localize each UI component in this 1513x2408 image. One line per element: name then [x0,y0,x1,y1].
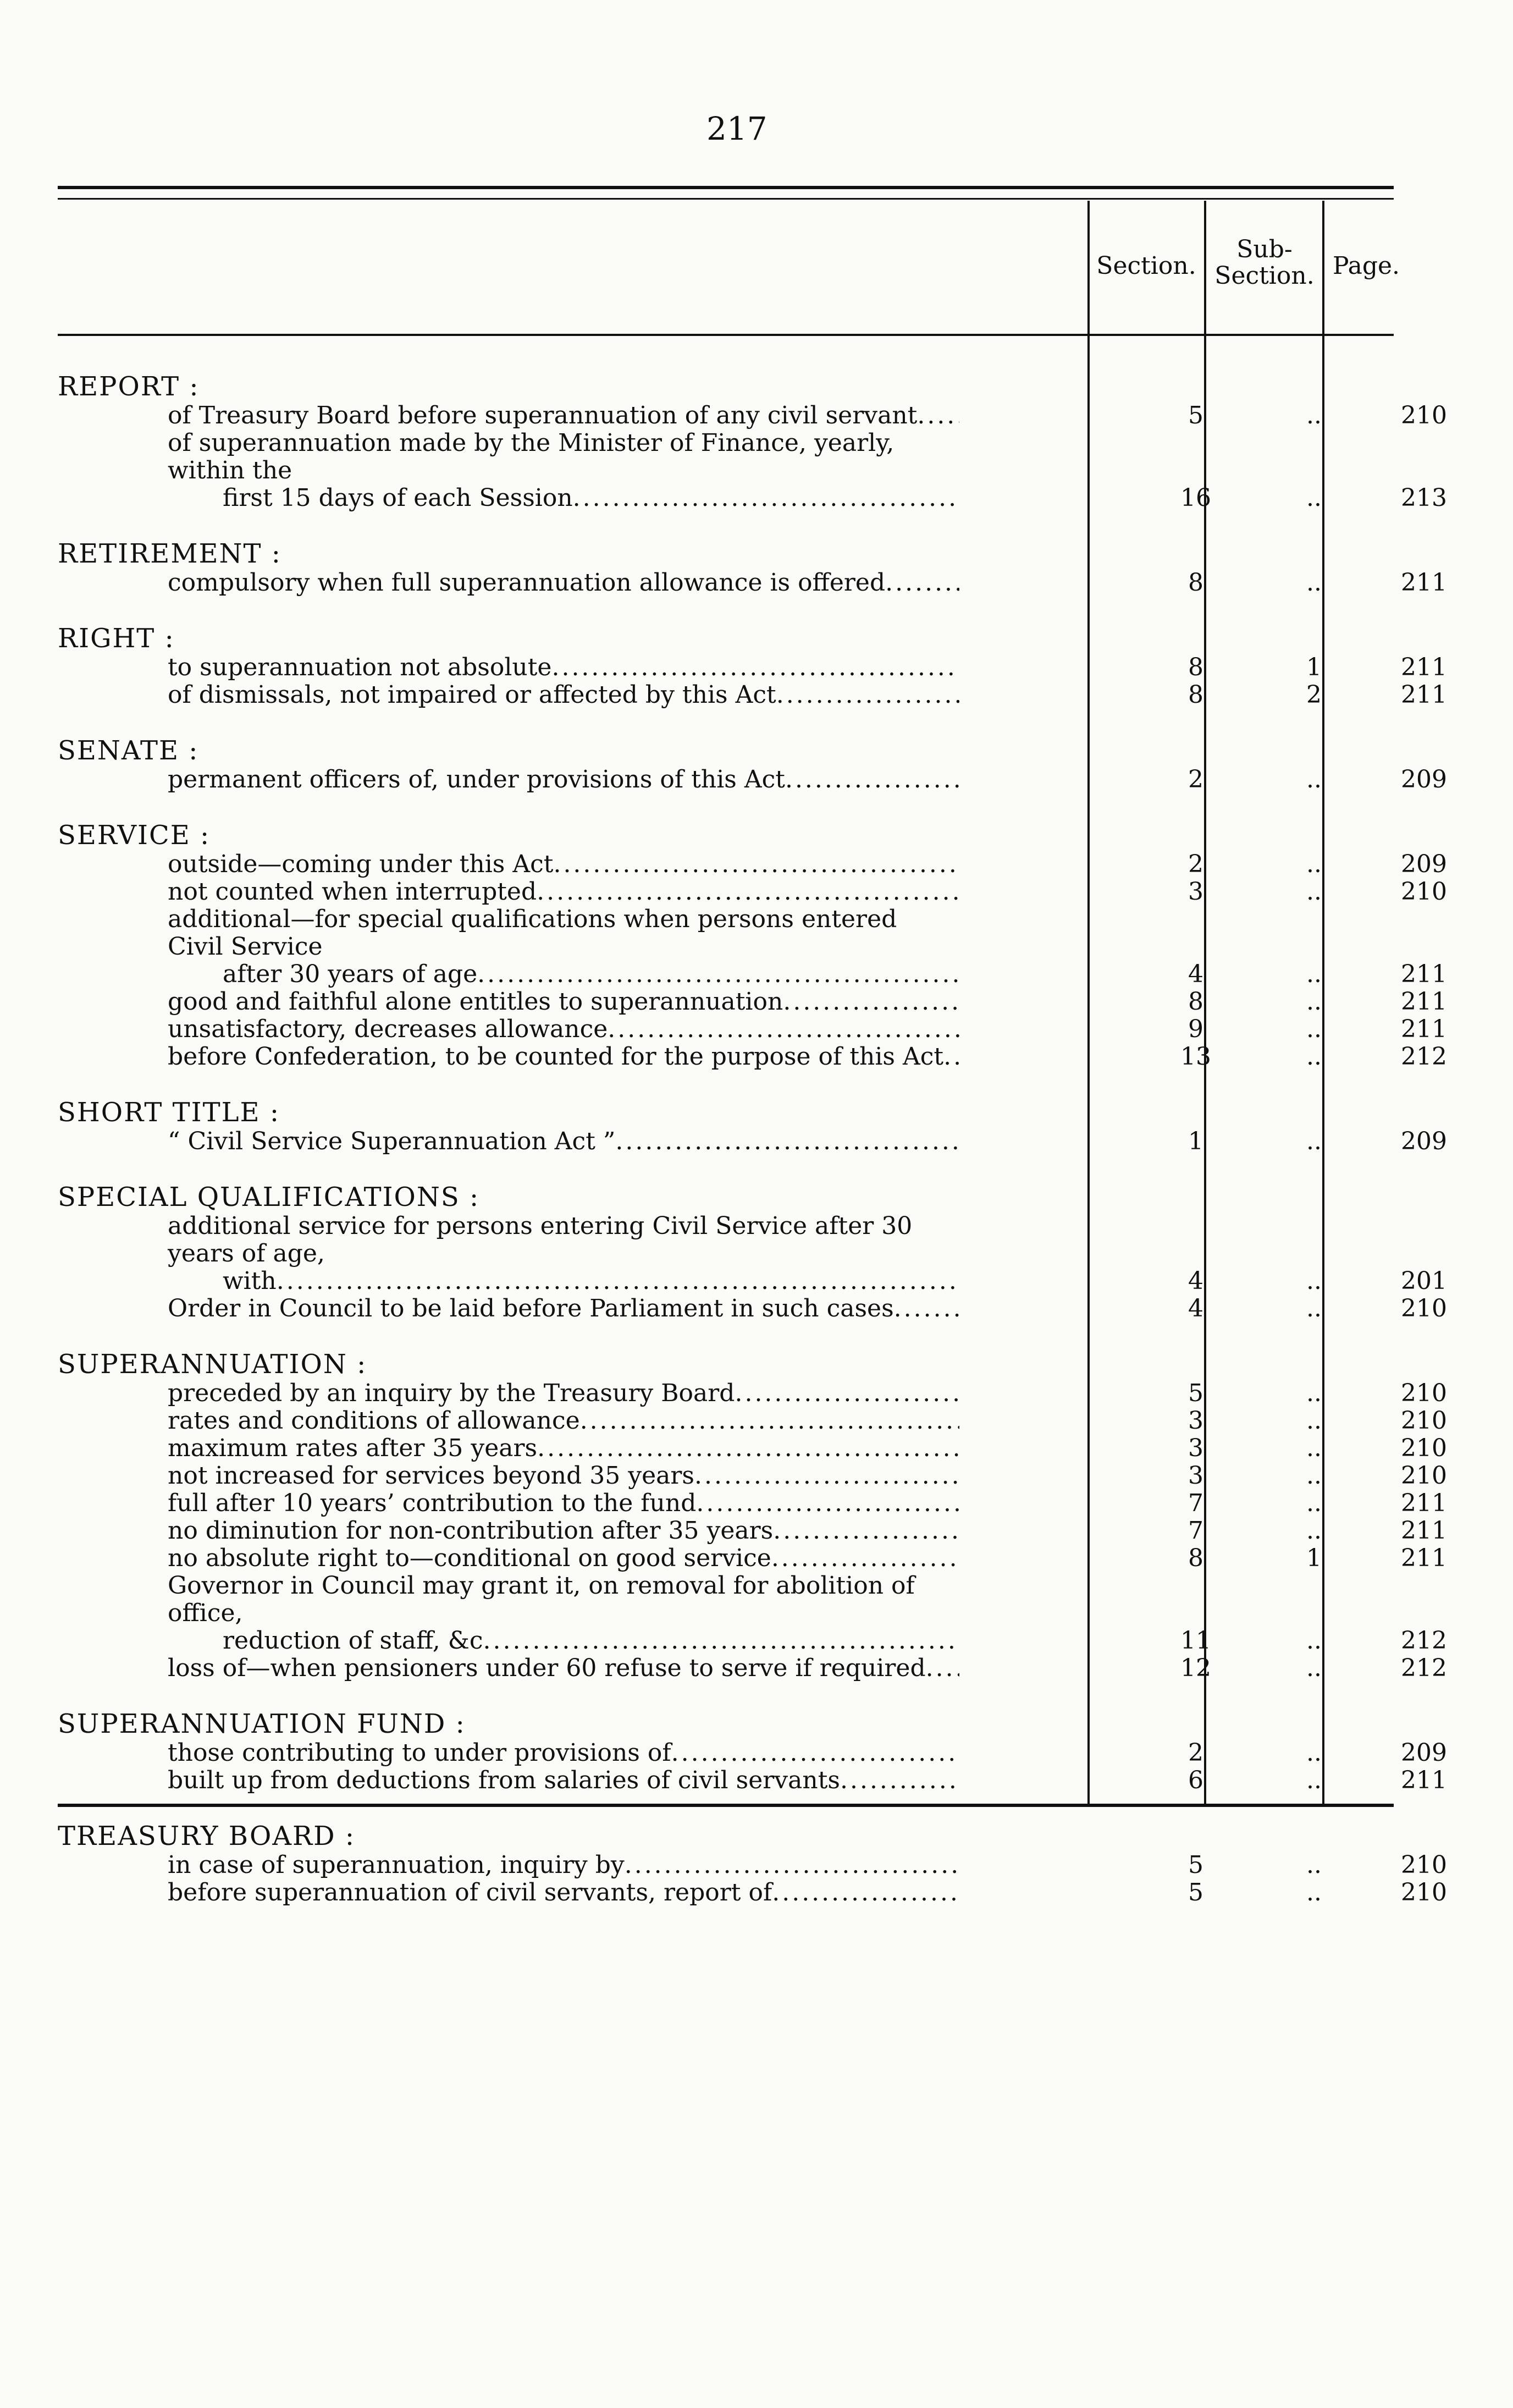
page-reference: 210 [1401,1851,1447,1879]
entry-text: of dismissals, not impaired or affected by this Act ..... [58,681,959,709]
index-group [58,1097,1447,1155]
entry-text: after 30 years of age ..... [58,961,959,988]
page-reference: 211 [1401,1489,1447,1517]
page-number: 217 [706,110,767,147]
entry-text: good and faithful alone entitles to superannuation ..... [58,988,959,1016]
section-number: 3 [1188,1462,1203,1490]
section-number: 12 [1180,1654,1211,1682]
subsection-number: .. [1306,1434,1322,1462]
page-reference: 211 [1401,1015,1447,1043]
index-heading: SUPERANNUATION : [58,1349,367,1380]
index-entry-line [58,1572,1394,1627]
section-number: 8 [1188,681,1203,709]
section-number: 5 [1188,1379,1203,1407]
page-reference: 201 [1401,1267,1447,1295]
entry-text: before Confederation, to be counted for the purpose of this Act ..... [58,1043,959,1071]
index-entry-line [58,1462,1447,1490]
page-reference: 210 [1401,1434,1447,1462]
page-reference: 210 [1401,1407,1447,1435]
index-entry-line [58,1434,1447,1462]
section-number: 7 [1188,1489,1203,1517]
section-number: 8 [1188,1544,1203,1572]
page-reference: 213 [1401,484,1447,512]
entry-text: reduction of staff, &c ..... [58,1627,959,1655]
index-entry-line [58,765,1447,794]
column-header-page: Page. [1332,252,1400,280]
subsection-number: .. [1306,1766,1322,1794]
section-number: 5 [1188,1851,1203,1879]
section-number: 4 [1188,1267,1203,1295]
section-number: 16 [1180,484,1211,512]
index-entry-line [58,1379,1447,1407]
entry-text: additional service for persons entering Civil Service after 30 years of age, [168,1213,913,1268]
page-reference: 210 [1401,1878,1447,1906]
header-rule [58,334,1394,336]
page-reference: 211 [1401,569,1447,597]
subsection-number: 2 [1306,681,1322,709]
index-group [58,1182,1447,1323]
index-entry-line [58,1267,1447,1295]
entry-text: Governor in Council may grant it, on removal for abolition of office, [168,1572,915,1627]
subsection-number: .. [1306,1462,1322,1490]
subsection-number: .. [1306,1015,1322,1043]
index-entry-line [58,1544,1447,1572]
subsection-number: .. [1306,878,1322,906]
entry-text: first 15 days of each Session ..... [58,484,959,512]
index-entry-line [58,1213,1394,1268]
entry-text: compulsory when full superannuation allowance is offered ..... [58,569,959,597]
entry-text: those contributing to under provisions of ..... [58,1739,959,1767]
subsection-number: .. [1306,1043,1322,1071]
index-group [58,538,1447,597]
subsection-number: .. [1306,1379,1322,1407]
index-entry-line [58,988,1447,1016]
entry-text: “ Civil Service Superannuation Act ” ..... [58,1128,959,1155]
section-number: 5 [1188,401,1203,429]
index-group [58,1821,1447,1906]
entry-text: outside—coming under this Act ..... [58,851,959,878]
subsection-number: .. [1306,1851,1322,1879]
section-number: 11 [1180,1627,1211,1655]
index-heading: SUPERANNUATION FUND : [58,1709,466,1739]
entry-text: no diminution for non-contribution after 35 years ..... [58,1517,959,1545]
index-entry-line [58,1127,1447,1155]
section-number: 2 [1188,765,1203,794]
column-header-subsection: Sub-Section. [1214,235,1315,290]
entry-text: not increased for services beyond 35 years ..... [58,1462,959,1490]
index-heading: RETIREMENT : [58,538,281,569]
page-reference: 210 [1401,878,1447,906]
subsection-number: 1 [1306,1544,1322,1572]
section-number: 2 [1188,1739,1203,1767]
section-number: 9 [1188,1015,1203,1043]
entry-text: maximum rates after 35 years ..... [58,1435,959,1462]
subsection-number: .. [1306,484,1322,512]
section-number: 6 [1188,1766,1203,1794]
page-reference: 211 [1401,681,1447,709]
page-reference: 211 [1401,988,1447,1016]
index-entry-line [58,681,1447,709]
page-reference: 211 [1401,960,1447,988]
index-heading: SPECIAL QUALIFICATIONS : [58,1182,480,1213]
subsection-number: .. [1306,1407,1322,1435]
page-reference: 212 [1401,1627,1447,1655]
section-number: 8 [1188,653,1203,681]
subsection-number: .. [1306,1517,1322,1545]
entry-text: of Treasury Board before superannuation of any civil servant ..... [58,402,959,429]
subsection-number: .. [1306,960,1322,988]
section-number: 7 [1188,1517,1203,1545]
top-rule-thin [58,198,1394,200]
index-entry-line [58,569,1447,597]
index-entry-line [58,1739,1447,1767]
entry-text: unsatisfactory, decreases allowance ..... [58,1016,959,1043]
entry-text: full after 10 years’ contribution to the fund ..... [58,1490,959,1517]
top-rule [58,186,1394,189]
section-number: 4 [1188,960,1203,988]
entry-text: additional—for special qualifications when persons entered Civil Service [168,906,897,961]
index-entry-line [58,1489,1447,1517]
index-entry-line [58,1407,1447,1435]
page-reference: 211 [1401,653,1447,681]
index-entry-line [58,484,1447,512]
index-group [58,371,1447,512]
index-entry-line [58,653,1447,681]
subsection-number: 1 [1306,653,1322,681]
entry-text: loss of—when pensioners under 60 refuse to serve if required ..... [58,1655,959,1682]
subsection-number: .. [1306,765,1322,794]
index-entry-line [58,1043,1447,1071]
entry-text: built up from deductions from salaries of civil servants ..... [58,1767,959,1794]
subsection-number: .. [1306,1878,1322,1906]
subsection-number: .. [1306,1627,1322,1655]
index-entry-line [58,1517,1447,1545]
index-entry-line [58,401,1447,429]
index-heading: RIGHT : [58,623,175,654]
entry-text: before superannuation of civil servants, report of ..... [58,1879,959,1906]
index-entry-line [58,960,1447,988]
index-entry-line [58,1294,1447,1323]
section-number: 5 [1188,1878,1203,1906]
subsection-number: .. [1306,1267,1322,1295]
subsection-number: .. [1306,850,1322,878]
index-heading: REPORT : [58,371,200,402]
page-reference: 210 [1401,1294,1447,1323]
index-group [58,623,1447,709]
page-reference: 209 [1401,1739,1447,1767]
subsection-number: .. [1306,988,1322,1016]
page-reference: 210 [1401,401,1447,429]
entry-text: to superannuation not absolute ..... [58,654,959,681]
section-number: 1 [1188,1127,1203,1155]
section-number: 3 [1188,878,1203,906]
subsection-number: .. [1306,401,1322,429]
entry-text: in case of superannuation, inquiry by ..... [58,1852,959,1879]
page-reference: 210 [1401,1462,1447,1490]
index-group [58,735,1447,794]
entry-text: with ..... [58,1268,959,1295]
subsection-number: .. [1306,1489,1322,1517]
entry-text: permanent officers of, under provisions of this Act ..... [58,766,959,794]
index-group [58,1709,1447,1794]
index-entry-line [58,878,1447,906]
subsection-number: .. [1306,1127,1322,1155]
index-entry-line [58,429,1394,484]
page-reference: 212 [1401,1043,1447,1071]
entry-text: of superannuation made by the Minister of Finance, yearly, within the [168,429,894,484]
subsection-number: .. [1306,569,1322,597]
entry-text: no absolute right to—conditional on good service ..... [58,1545,959,1572]
index-group [58,1349,1447,1682]
index-heading: SENATE : [58,735,199,766]
index-group [58,820,1447,1071]
page-reference: 210 [1401,1379,1447,1407]
section-number: 3 [1188,1407,1203,1435]
section-number: 2 [1188,850,1203,878]
entry-text: Order in Council to be laid before Parliament in such cases ..... [58,1295,959,1323]
page-reference: 211 [1401,1766,1447,1794]
subsection-number: .. [1306,1294,1322,1323]
subsection-number: .. [1306,1654,1322,1682]
section-number: 13 [1180,1043,1211,1071]
page-reference: 212 [1401,1654,1447,1682]
index-entry-line [58,906,1394,961]
page-reference: 209 [1401,1127,1447,1155]
index-heading: SHORT TITLE : [58,1097,280,1128]
page-reference: 209 [1401,850,1447,878]
index-entry-line [58,1654,1447,1682]
index-heading: TREASURY BOARD : [58,1821,356,1852]
entry-text: preceded by an inquiry by the Treasury Board ..... [58,1380,959,1407]
column-header-section: Section. [1096,252,1196,280]
index-entry-line [58,1015,1447,1043]
entry-text: not counted when interrupted ..... [58,878,959,906]
index-entry-line [58,850,1447,878]
index-entry-line [58,1627,1447,1655]
page-reference: 209 [1401,765,1447,794]
index-entry-line [58,1851,1447,1879]
index-body [58,371,1447,1933]
section-number: 4 [1188,1294,1203,1323]
index-heading: SERVICE : [58,820,211,851]
section-number: 8 [1188,988,1203,1016]
section-number: 3 [1188,1434,1203,1462]
subsection-number: .. [1306,1739,1322,1767]
section-number: 8 [1188,569,1203,597]
index-entry-line [58,1878,1447,1906]
entry-text: rates and conditions of allowance ..... [58,1407,959,1435]
index-entry-line [58,1766,1447,1794]
page-reference: 211 [1401,1544,1447,1572]
page-reference: 211 [1401,1517,1447,1545]
